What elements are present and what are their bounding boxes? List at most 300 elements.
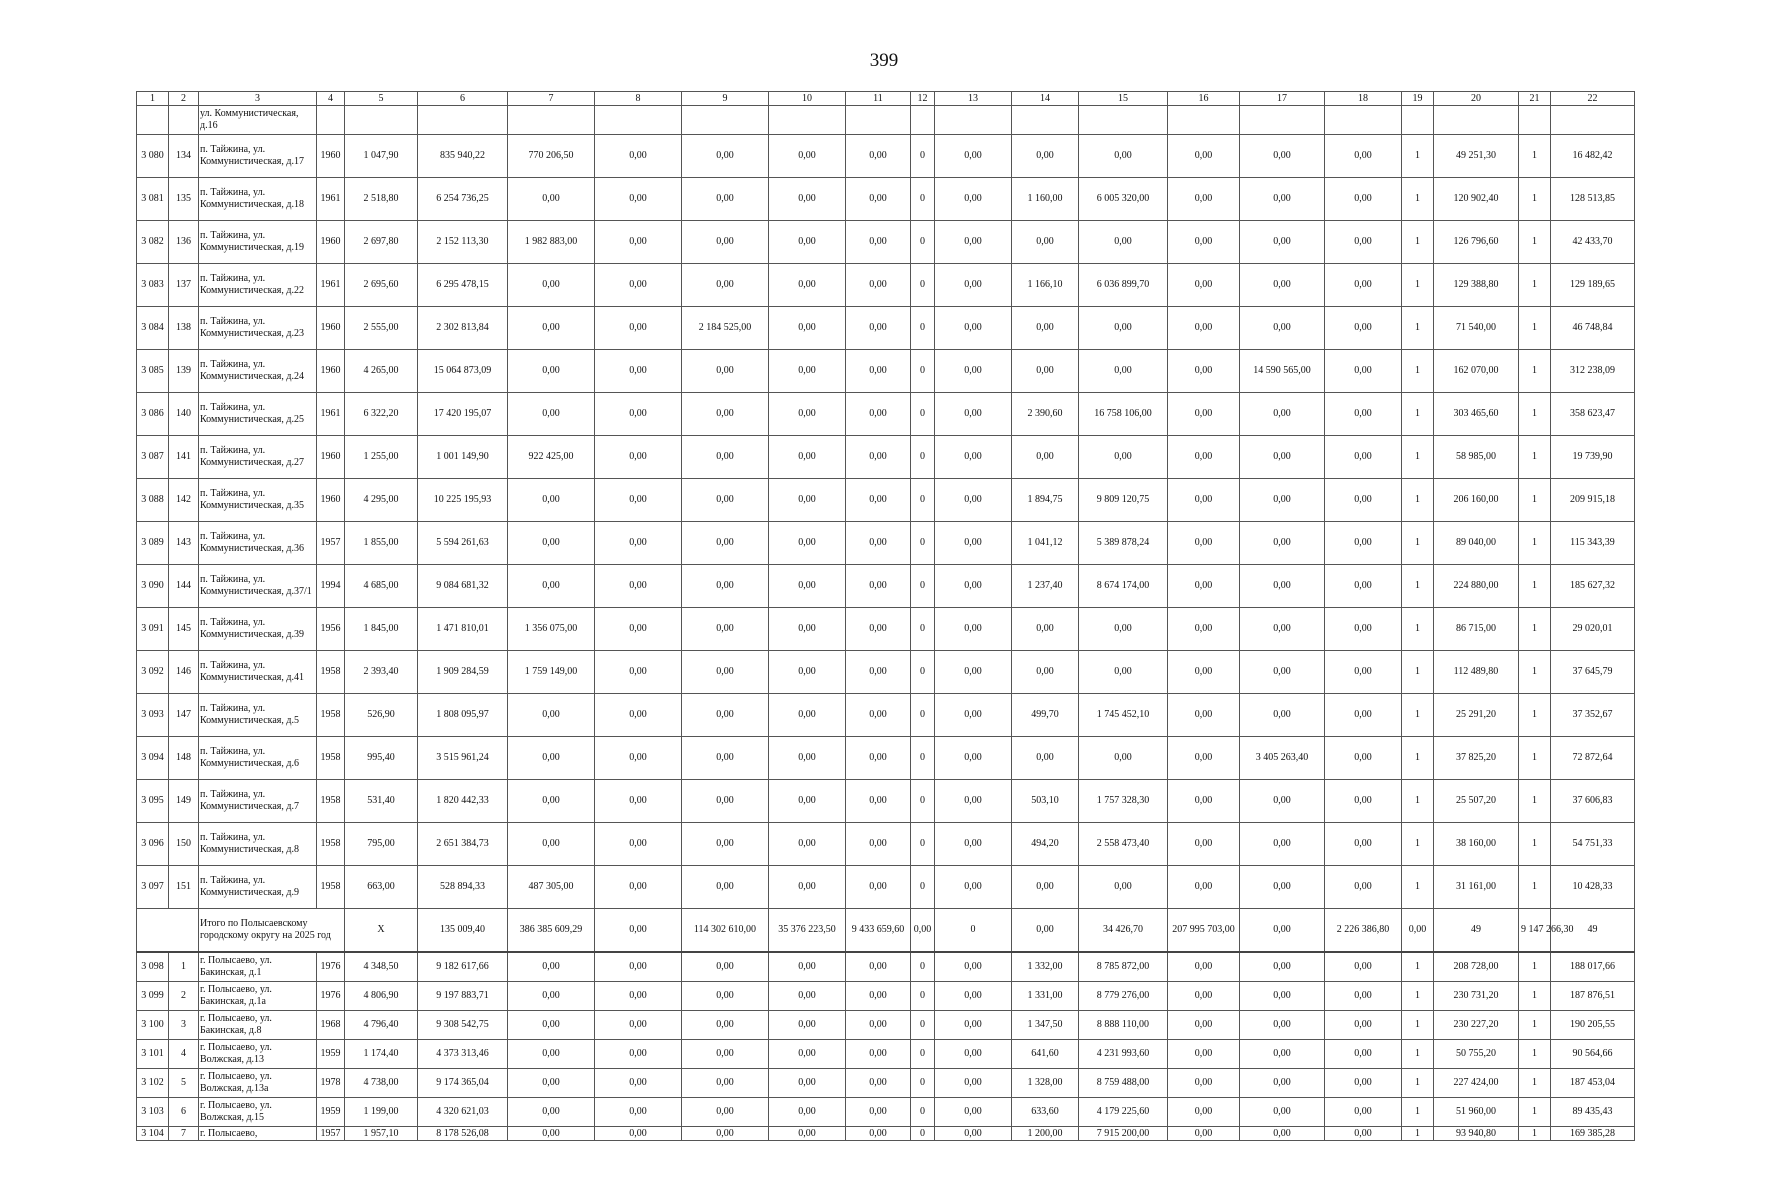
table-cell: 0,00 — [769, 264, 846, 307]
table-cell: 0,00 — [846, 135, 911, 178]
table-cell: 2 302 813,84 — [418, 307, 508, 350]
table-cell: 0,00 — [682, 565, 769, 608]
table-cell: 1 332,00 — [1012, 952, 1079, 982]
table-cell: 0,00 — [1325, 436, 1402, 479]
table-cell: 0,00 — [769, 866, 846, 909]
table-cell: 0,00 — [508, 307, 595, 350]
table-cell: 0,00 — [595, 135, 682, 178]
table-cell: 0,00 — [682, 694, 769, 737]
table-cell: 0,00 — [769, 737, 846, 780]
table-cell: 663,00 — [345, 866, 418, 909]
table-cell: 0 — [911, 1040, 935, 1069]
table-cell: 0,00 — [1240, 522, 1325, 565]
table-cell: 0,00 — [935, 1098, 1012, 1127]
table-cell: 0 — [911, 1127, 935, 1141]
table-cell: 1 — [1519, 565, 1551, 608]
table-cell — [1012, 106, 1079, 135]
table-cell: 3 090 — [137, 565, 169, 608]
table-cell: 0,00 — [846, 737, 911, 780]
table-row — [137, 823, 1635, 866]
address-cell: п. Тайжина, ул. Коммунистическая, д.35 — [199, 479, 317, 522]
table-cell: 0,00 — [846, 866, 911, 909]
table-cell: 0,00 — [1325, 350, 1402, 393]
table-cell: 0 — [911, 866, 935, 909]
table-cell: 1 — [1402, 221, 1434, 264]
table-cell: 148 — [169, 737, 199, 780]
table-cell: 312 238,09 — [1551, 350, 1635, 393]
table-cell: 3 097 — [137, 866, 169, 909]
table-cell: 0,00 — [846, 694, 911, 737]
table-cell: 0,00 — [769, 780, 846, 823]
column-header: 2 — [169, 92, 199, 106]
column-header: 4 — [317, 92, 345, 106]
table-cell: 0,00 — [769, 651, 846, 694]
address-cell: п. Тайжина, ул. Коммунистическая, д.17 — [199, 135, 317, 178]
table-cell: 0,00 — [1325, 393, 1402, 436]
table-cell: 1 — [1402, 479, 1434, 522]
table-cell: 10 225 195,93 — [418, 479, 508, 522]
table-cell: 1976 — [317, 982, 345, 1011]
table-cell: 150 — [169, 823, 199, 866]
table-cell: 145 — [169, 608, 199, 651]
table-cell: 1 — [1402, 264, 1434, 307]
table-cell: 0,00 — [769, 823, 846, 866]
table-cell: 3 083 — [137, 264, 169, 307]
table-cell: 3 102 — [137, 1069, 169, 1098]
table-cell: 0 — [911, 651, 935, 694]
column-header: 5 — [345, 92, 418, 106]
table-cell: 0,00 — [1325, 866, 1402, 909]
table-cell: 0,00 — [682, 522, 769, 565]
table-cell: 0,00 — [1240, 479, 1325, 522]
table-cell: 0,00 — [595, 350, 682, 393]
table-cell: 1 — [1402, 1040, 1434, 1069]
table-cell: 1 — [1519, 737, 1551, 780]
table-cell: 1 — [1519, 479, 1551, 522]
table-cell: 3 084 — [137, 307, 169, 350]
table-cell — [935, 106, 1012, 135]
header-row — [137, 92, 1635, 106]
table-row — [137, 178, 1635, 221]
table-cell: 0,00 — [1012, 866, 1079, 909]
table-cell: 0,00 — [595, 221, 682, 264]
table-cell: 8 178 526,08 — [418, 1127, 508, 1141]
table-row — [137, 264, 1635, 307]
table-cell: 1976 — [317, 952, 345, 982]
table-cell: 0,00 — [595, 436, 682, 479]
table-cell: 0,00 — [1325, 952, 1402, 982]
table-cell: 37 606,83 — [1551, 780, 1635, 823]
table-cell: 0,00 — [1325, 264, 1402, 307]
table-cell: 0 — [911, 780, 935, 823]
table-cell: 0 — [911, 264, 935, 307]
column-header: 14 — [1012, 92, 1079, 106]
table-cell: 0,00 — [935, 178, 1012, 221]
table-cell: 0,00 — [682, 479, 769, 522]
table-cell: 0,00 — [935, 823, 1012, 866]
table-cell: 0,00 — [1325, 780, 1402, 823]
table-cell: 0,00 — [1168, 1098, 1240, 1127]
table-cell: 0,00 — [1012, 436, 1079, 479]
address-cell: п. Тайжина, ул. Коммунистическая, д.5 — [199, 694, 317, 737]
table-cell: 4 796,40 — [345, 1011, 418, 1040]
table-cell: 0,00 — [1240, 1040, 1325, 1069]
table-cell — [137, 106, 169, 135]
table-cell: 0 — [911, 1098, 935, 1127]
table-cell: 1 — [1519, 135, 1551, 178]
table-cell: 0,00 — [935, 393, 1012, 436]
table-cell: 0,00 — [1168, 565, 1240, 608]
table-cell: 137 — [169, 264, 199, 307]
table-cell: 138 — [169, 307, 199, 350]
column-header: 16 — [1168, 92, 1240, 106]
table-cell: 1958 — [317, 651, 345, 694]
table-cell: 1 — [1519, 982, 1551, 1011]
table-cell: 0,00 — [846, 1040, 911, 1069]
table-cell: 1961 — [317, 393, 345, 436]
table-cell: 19 739,90 — [1551, 436, 1635, 479]
table-cell: 0,00 — [508, 982, 595, 1011]
table-cell: 0,00 — [1079, 436, 1168, 479]
table-cell: 0,00 — [682, 135, 769, 178]
table-cell: 0,00 — [1079, 307, 1168, 350]
table-cell: 144 — [169, 565, 199, 608]
table-cell: 0,00 — [935, 350, 1012, 393]
address-cell: п. Тайжина, ул. Коммунистическая, д.18 — [199, 178, 317, 221]
table-cell: 0,00 — [935, 436, 1012, 479]
table-cell: 54 751,33 — [1551, 823, 1635, 866]
table-cell: 0,00 — [682, 1040, 769, 1069]
table-cell: 1 199,00 — [345, 1098, 418, 1127]
table-cell: 1 — [1402, 522, 1434, 565]
table-cell: 1 — [1519, 264, 1551, 307]
table-cell: 0,00 — [595, 982, 682, 1011]
address-cell: п. Тайжина, ул. Коммунистическая, д.22 — [199, 264, 317, 307]
address-cell: п. Тайжина, ул. Коммунистическая, д.8 — [199, 823, 317, 866]
table-cell: 0,00 — [1240, 221, 1325, 264]
table-cell: 2 390,60 — [1012, 393, 1079, 436]
table-cell: 0,00 — [682, 1011, 769, 1040]
table-cell: 9 174 365,04 — [418, 1069, 508, 1098]
table-cell: 2 651 384,73 — [418, 823, 508, 866]
table-cell: 4 — [169, 1040, 199, 1069]
table-cell: 35 376 223,50 — [769, 909, 846, 953]
table-cell: 1957 — [317, 1127, 345, 1141]
table-cell: 0,00 — [508, 1040, 595, 1069]
table-cell: 4 373 313,46 — [418, 1040, 508, 1069]
address-cell: п. Тайжина, ул. Коммунистическая, д.25 — [199, 393, 317, 436]
table-cell: 0,00 — [1168, 1127, 1240, 1141]
table-cell: 0,00 — [1240, 1098, 1325, 1127]
table-cell: 1 — [1402, 982, 1434, 1011]
table-cell: 1 759 149,00 — [508, 651, 595, 694]
table-cell: 93 940,80 — [1434, 1127, 1519, 1141]
table-cell: 0,00 — [595, 952, 682, 982]
table-cell: 139 — [169, 350, 199, 393]
table-cell: 633,60 — [1012, 1098, 1079, 1127]
table-cell: 1960 — [317, 436, 345, 479]
table-cell: 0,00 — [1240, 982, 1325, 1011]
table-cell: 128 513,85 — [1551, 178, 1635, 221]
table-cell: 0,00 — [1325, 307, 1402, 350]
table-cell: 230 227,20 — [1434, 1011, 1519, 1040]
table-cell: 995,40 — [345, 737, 418, 780]
table-cell: 0,00 — [846, 436, 911, 479]
table-cell: 146 — [169, 651, 199, 694]
table-cell: 0,00 — [1240, 264, 1325, 307]
table-row — [137, 780, 1635, 823]
table-cell: 0,00 — [682, 608, 769, 651]
table-cell: 0,00 — [595, 1069, 682, 1098]
table-cell: 4 231 993,60 — [1079, 1040, 1168, 1069]
table-cell: 1 — [1519, 522, 1551, 565]
table-cell: 0,00 — [1240, 952, 1325, 982]
table-cell: 1960 — [317, 479, 345, 522]
table-cell: 0 — [911, 350, 935, 393]
table-cell: 0,00 — [769, 952, 846, 982]
table-cell: 0,00 — [935, 1127, 1012, 1141]
table-cell: 1 — [1519, 1127, 1551, 1141]
table-cell: 494,20 — [1012, 823, 1079, 866]
column-header: 12 — [911, 92, 935, 106]
table-cell: 0,00 — [1168, 522, 1240, 565]
table-cell: 1 — [1402, 1127, 1434, 1141]
table-cell: 5 — [169, 1069, 199, 1098]
table-cell: 0,00 — [1168, 737, 1240, 780]
table-cell: 1958 — [317, 737, 345, 780]
table-cell: 1 001 149,90 — [418, 436, 508, 479]
table-cell: 1 356 075,00 — [508, 608, 595, 651]
table-cell: 1958 — [317, 694, 345, 737]
table-cell: 1 855,00 — [345, 522, 418, 565]
table-cell: 6 322,20 — [345, 393, 418, 436]
address-cell: г. Полысаево, ул. Волжская, д.13 — [199, 1040, 317, 1069]
table-cell: 0,00 — [769, 307, 846, 350]
table-cell: 0 — [911, 393, 935, 436]
table-cell: 0,00 — [1240, 651, 1325, 694]
table-cell: 0,00 — [1240, 135, 1325, 178]
table-cell: 38 160,00 — [1434, 823, 1519, 866]
table-cell: 0,00 — [769, 1069, 846, 1098]
table-cell: 0,00 — [1079, 737, 1168, 780]
table-cell: 0,00 — [508, 1127, 595, 1141]
table-cell: 770 206,50 — [508, 135, 595, 178]
table-cell: 0,00 — [935, 479, 1012, 522]
table-cell: 1958 — [317, 866, 345, 909]
table-cell: 0,00 — [682, 1069, 769, 1098]
table-cell: 1 — [1402, 737, 1434, 780]
table-cell: 3 088 — [137, 479, 169, 522]
table-cell — [508, 106, 595, 135]
table-cell: 0,00 — [769, 393, 846, 436]
table-cell: 227 424,00 — [1434, 1069, 1519, 1098]
table-row — [137, 479, 1635, 522]
table-cell: 0,00 — [769, 522, 846, 565]
column-header: 1 — [137, 92, 169, 106]
table-cell: 0,00 — [595, 393, 682, 436]
table-cell: 0,00 — [1325, 982, 1402, 1011]
table-cell: 0,00 — [769, 1127, 846, 1141]
table-row — [137, 982, 1635, 1011]
table-cell: 0,00 — [1079, 651, 1168, 694]
table-cell: 0,00 — [1240, 1011, 1325, 1040]
table-cell: 1 — [1402, 350, 1434, 393]
table-row — [137, 522, 1635, 565]
table-cell: 3 098 — [137, 952, 169, 982]
table-row — [137, 952, 1635, 982]
table-cell: 6 — [169, 1098, 199, 1127]
table-cell — [846, 106, 911, 135]
table-cell: 3 087 — [137, 436, 169, 479]
table-cell: 31 161,00 — [1434, 866, 1519, 909]
table-cell: 1 — [1519, 866, 1551, 909]
table-cell: 0,00 — [508, 694, 595, 737]
table-cell: 0,00 — [935, 982, 1012, 1011]
table-cell: 0,00 — [769, 479, 846, 522]
table-cell: 0 — [911, 178, 935, 221]
table-cell: 6 036 899,70 — [1079, 264, 1168, 307]
table-cell: 3 095 — [137, 780, 169, 823]
table-cell: 0,00 — [1012, 909, 1079, 953]
table-cell — [1434, 106, 1519, 135]
table-cell: 0,00 — [1168, 350, 1240, 393]
table-cell: 0,00 — [595, 694, 682, 737]
table-cell: 188 017,66 — [1551, 952, 1635, 982]
table-cell: 0,00 — [935, 952, 1012, 982]
table-cell: 1 757 328,30 — [1079, 780, 1168, 823]
table-cell: 0,00 — [769, 178, 846, 221]
column-header: 18 — [1325, 92, 1402, 106]
table-cell — [1168, 106, 1240, 135]
table-cell: 1 — [1402, 823, 1434, 866]
table-cell: 0 — [911, 1011, 935, 1040]
table-cell: 0,00 — [1168, 264, 1240, 307]
table-row — [137, 1127, 1635, 1141]
table-cell: 0,00 — [1168, 982, 1240, 1011]
table-cell: 1 — [1519, 307, 1551, 350]
table-cell: 112 489,80 — [1434, 651, 1519, 694]
table-cell: 46 748,84 — [1551, 307, 1635, 350]
table-cell: 0,00 — [1325, 178, 1402, 221]
total-label: Итого по Полысаевскому городскому округу на 2025 год — [199, 909, 345, 953]
table-cell: 0,00 — [595, 909, 682, 953]
address-cell: п. Тайжина, ул. Коммунистическая, д.41 — [199, 651, 317, 694]
table-cell: 0,00 — [1079, 221, 1168, 264]
table-cell: 1 957,10 — [345, 1127, 418, 1141]
table-cell: 9 809 120,75 — [1079, 479, 1168, 522]
table-cell: 4 295,00 — [345, 479, 418, 522]
table-cell: 0 — [911, 737, 935, 780]
table-cell: 0,00 — [1012, 307, 1079, 350]
table-cell: 120 902,40 — [1434, 178, 1519, 221]
table-cell: 37 825,20 — [1434, 737, 1519, 780]
table-cell — [345, 106, 418, 135]
table-cell — [1325, 106, 1402, 135]
table-cell: 0,00 — [682, 823, 769, 866]
table-cell: 0,00 — [846, 1127, 911, 1141]
table-cell: 0,00 — [1168, 694, 1240, 737]
table-cell: 0,00 — [1325, 1040, 1402, 1069]
table-cell: 1 — [1402, 651, 1434, 694]
table-cell: 1 200,00 — [1012, 1127, 1079, 1141]
address-cell: г. Полысаево, ул. Бакинская, д.1 — [199, 952, 317, 982]
table-cell: 1 894,75 — [1012, 479, 1079, 522]
table-cell: 0,00 — [595, 264, 682, 307]
table-cell: 1 808 095,97 — [418, 694, 508, 737]
table-cell: 0,00 — [1240, 866, 1325, 909]
table-cell: 9 147 266,30 — [1519, 909, 1551, 953]
table-cell: 0,00 — [846, 1069, 911, 1098]
table-cell: 0,00 — [935, 307, 1012, 350]
table-row — [137, 436, 1635, 479]
table-cell — [137, 909, 199, 953]
table-cell: 49 — [1551, 909, 1635, 953]
table-row — [137, 608, 1635, 651]
table-cell: 9 084 681,32 — [418, 565, 508, 608]
column-header: 9 — [682, 92, 769, 106]
table-cell: 149 — [169, 780, 199, 823]
table-cell: 0,00 — [595, 1127, 682, 1141]
table-cell: 6 005 320,00 — [1079, 178, 1168, 221]
table-cell: 1 331,00 — [1012, 982, 1079, 1011]
table-cell: 1 — [1519, 952, 1551, 982]
address-cell: г. Полысаево, ул. Бакинская, д.8 — [199, 1011, 317, 1040]
table-cell: 0,00 — [1325, 823, 1402, 866]
table-cell: 0,00 — [935, 866, 1012, 909]
table-cell: 6 254 736,25 — [418, 178, 508, 221]
table-cell: 4 806,90 — [345, 982, 418, 1011]
table-cell: 16 758 106,00 — [1079, 393, 1168, 436]
table-cell: 0,00 — [935, 780, 1012, 823]
table-cell: 386 385 609,29 — [508, 909, 595, 953]
table-cell: 0,00 — [846, 565, 911, 608]
table-cell: 0 — [911, 436, 935, 479]
table-cell: 207 995 703,00 — [1168, 909, 1240, 953]
table-cell: 0,00 — [935, 608, 1012, 651]
table-cell: 0,00 — [1168, 1011, 1240, 1040]
table-cell: 3 089 — [137, 522, 169, 565]
table-cell: 1958 — [317, 823, 345, 866]
table-cell: 0,00 — [595, 780, 682, 823]
table-cell: 0,00 — [508, 1011, 595, 1040]
table-cell: 8 674 174,00 — [1079, 565, 1168, 608]
table-cell: 1 041,12 — [1012, 522, 1079, 565]
table-cell: 0,00 — [682, 952, 769, 982]
address-cell: п. Тайжина, ул. Коммунистическая, д.27 — [199, 436, 317, 479]
table-cell: 1 — [1519, 1098, 1551, 1127]
table-cell: 0,00 — [1168, 393, 1240, 436]
table-cell — [1240, 106, 1325, 135]
table-cell: 1958 — [317, 780, 345, 823]
table-cell: 135 009,40 — [418, 909, 508, 953]
table-cell: 1 — [1519, 1040, 1551, 1069]
table-cell: 0,00 — [846, 1011, 911, 1040]
table-row — [137, 135, 1635, 178]
table-cell: 0,00 — [769, 1011, 846, 1040]
table-cell: 0 — [911, 694, 935, 737]
table-cell: 0,00 — [595, 608, 682, 651]
table-cell: 37 352,67 — [1551, 694, 1635, 737]
table-cell: 1 — [1402, 1011, 1434, 1040]
table-cell: 2 226 386,80 — [1325, 909, 1402, 953]
table-cell: 71 540,00 — [1434, 307, 1519, 350]
table-cell: 3 515 961,24 — [418, 737, 508, 780]
table-cell: 9 182 617,66 — [418, 952, 508, 982]
table-cell: 90 564,66 — [1551, 1040, 1635, 1069]
table-cell: 0 — [911, 479, 935, 522]
table-cell: 1 237,40 — [1012, 565, 1079, 608]
table-cell — [169, 106, 199, 135]
